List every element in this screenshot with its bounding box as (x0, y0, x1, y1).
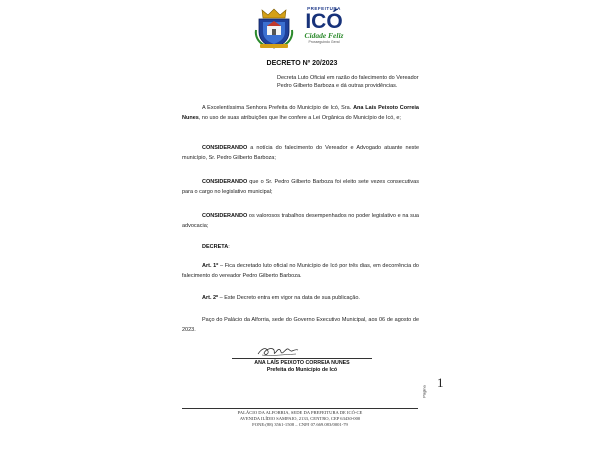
article-2-label: Art. 2º (202, 295, 219, 301)
city-logo (254, 6, 350, 50)
article-2-text: – Este Decreto entra em vigor na data de sua publicação. (218, 295, 360, 301)
logo-tagline: Prosseguindo Geral (308, 40, 340, 44)
considering-paragraph-2 (182, 178, 419, 197)
logo-slogan: Cidade Feliz (304, 31, 344, 40)
considering-label: CONSIDERANDO (202, 213, 248, 219)
decreta-heading (182, 243, 419, 253)
page-label: Página (421, 385, 427, 398)
decree-summary: Decreta Luto Oficial em razão do falecimento do Vereador Pedro Gilberto Barboza e dá outras providências. (277, 75, 419, 89)
decree-title: DECRETO Nº 20/2023 (266, 60, 338, 67)
article-1 (182, 262, 419, 281)
signatory-role: Prefeita do Município de Icó (266, 367, 338, 373)
article-2 (182, 294, 419, 304)
preamble-text: A Excelentíssima Senhora Prefeita do Município de Icó, Sra. (202, 105, 354, 111)
signatory-name: ANA LAÍS PEIXOTO CORREIA NUNES (254, 360, 350, 366)
closing-paragraph: Paço do Palácio da Alforria, sede do Governo Executivo Municipal, aos 06 de agosto de 2023. (182, 317, 419, 333)
article-1-label: Art. 1º (202, 263, 219, 269)
preamble-text-end: , no uso de suas atribuições que lhe confere a Lei Orgânica do Município de Icó, e; (198, 114, 401, 121)
page-number: 1 (437, 375, 444, 390)
considering-text-1: a notícia do falecimento do Vereador e Advogado atuante neste município, Sr. Pedro Gilberto Barboza; (182, 145, 419, 161)
logo-prefeitura: PREFEITURA (307, 6, 341, 11)
footer-line-1: PALÁCIO DA ALFORRIA, SEDE DA PREFEITURA DE ICÓ-CE (237, 410, 363, 415)
signature-line (232, 358, 372, 359)
logo-text (296, 6, 352, 50)
footer (182, 410, 418, 428)
logo-city-name: ICÓ (305, 10, 343, 33)
considering-paragraph-3 (182, 212, 419, 231)
decreta-label: DECRETA (202, 244, 229, 250)
considering-text-2: que o Sr. Pedro Gilberto Barboza foi eleito sete vezes consecutivas para o cargo no legislativo municipal; (182, 179, 419, 195)
coat-of-arms-icon (254, 6, 294, 50)
footer-divider (182, 408, 418, 409)
handwritten-signature (256, 344, 300, 358)
preamble-paragraph (182, 104, 419, 123)
considering-text-3: os valorosos trabalhos desempenhados no poder legislativo e na sua advocacia; (182, 213, 419, 229)
footer-line-3: FONE:(88) 3561-1508 – CNPJ 07.669.083/0001-79 (252, 422, 348, 427)
decreta-colon: : (228, 244, 230, 250)
considering-label: CONSIDERANDO (202, 179, 248, 185)
considering-label: CONSIDERANDO (202, 145, 248, 151)
considering-paragraph-1 (182, 144, 419, 163)
mayor-name: Ana Laís Peixoto Correia Nunes (182, 105, 419, 121)
footer-line-2: AVENIDA ILÍDIO SAMPAIO, 2133, CENTRO, CEP 63430-000 (239, 416, 361, 421)
article-1-text: – Fica decretado luto oficial no Município de Icó por três dias, em decorrência do falecimento do vereador Pedro Gilberto Barboza. (182, 263, 419, 279)
